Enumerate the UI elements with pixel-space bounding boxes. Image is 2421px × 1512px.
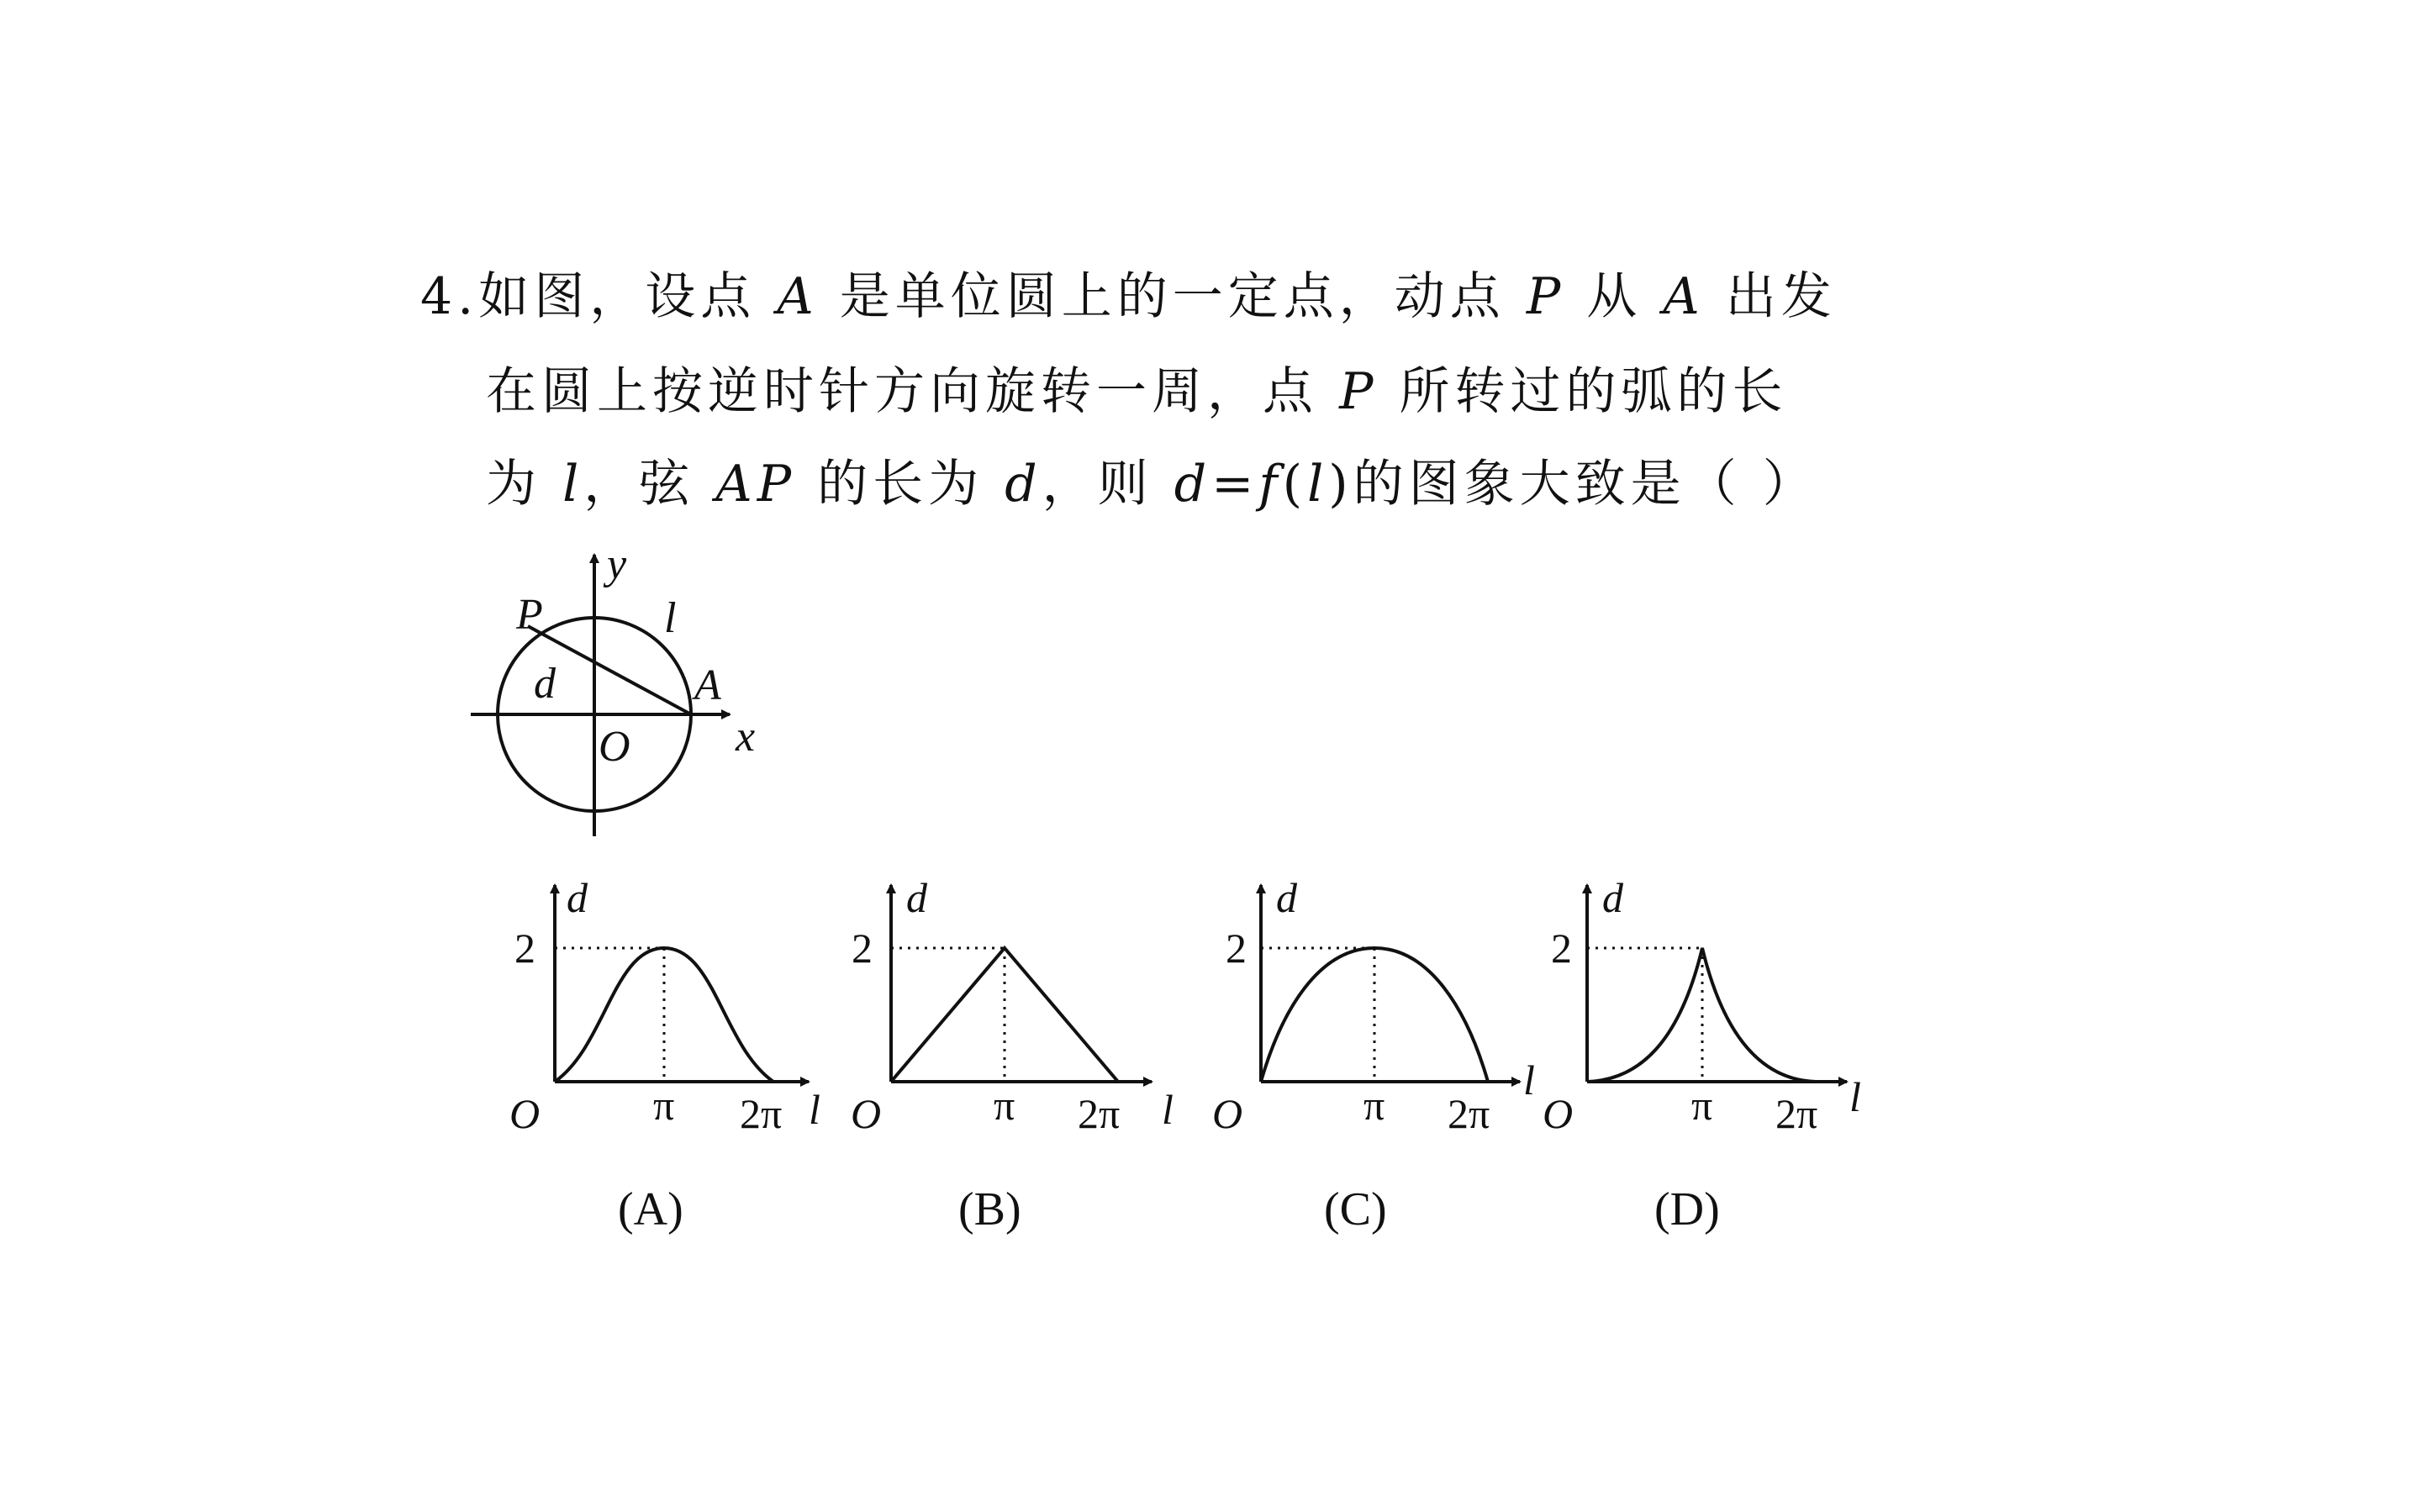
figure-arc-label: l [664, 594, 677, 642]
graph-a-option-label: (A) [618, 1183, 683, 1235]
graph-d-option-label: (D) [1654, 1183, 1720, 1235]
graph-c-y-tick: 2 [1226, 925, 1247, 972]
graph-a-d-label: d [567, 874, 588, 921]
graph-a-origin: O [509, 1090, 541, 1137]
graph-b-pi-tick: π [994, 1082, 1015, 1129]
question-line-2: 在圆上按逆时针方向旋转一周，点 P 所转过的弧的长 [486, 362, 1788, 421]
graph-d-origin: O [1543, 1090, 1574, 1137]
graph-c-pi-tick: π [1363, 1082, 1385, 1129]
graph-b-y-tick: 2 [852, 925, 873, 972]
graph-d-2pi-tick: 2π [1775, 1090, 1818, 1137]
graph-a-pi-tick: π [653, 1082, 675, 1129]
graph-c-origin: O [1212, 1090, 1243, 1137]
graph-d-y-tick: 2 [1551, 925, 1572, 972]
graph-c-l-label: l [1523, 1056, 1535, 1104]
graph-option-c[interactable] [1212, 874, 1535, 1235]
graph-b-curve [891, 948, 1118, 1082]
graph-d-l-label: l [1849, 1073, 1861, 1120]
question-line-1: 4.如图，设点 A 是单位圆上的一定点，动点 P 从 A 出发 [420, 267, 1837, 326]
graph-b-option-label: (B) [958, 1183, 1021, 1235]
graph-b-origin: O [851, 1090, 882, 1137]
graph-c-d-label: d [1276, 874, 1297, 921]
unit-circle-figure [471, 555, 730, 836]
graph-b-l-label: l [1162, 1086, 1174, 1133]
graph-b-2pi-tick: 2π [1078, 1090, 1121, 1137]
graph-d-pi-tick: π [1691, 1082, 1713, 1129]
question-line-3: 为 l，弦 AP 的长为 d，则 d=f(l)的图象大致是（ ） [486, 455, 1818, 514]
graph-a-l-label: l [809, 1086, 820, 1133]
graph-c-2pi-tick: 2π [1448, 1090, 1490, 1137]
graph-d-d-label: d [1602, 874, 1623, 921]
figure-x-label: x [736, 713, 756, 761]
figure-point-p-label: P [516, 591, 543, 639]
graph-option-a[interactable] [509, 874, 820, 1235]
graph-d-curve [1587, 948, 1816, 1082]
figure-origin-label: O [599, 723, 630, 771]
question-number: 4. [420, 267, 479, 326]
figure-y-label: y [607, 540, 627, 588]
graph-option-d[interactable] [1543, 874, 1861, 1235]
graph-c-option-label: (C) [1324, 1183, 1387, 1235]
graph-a-y-tick: 2 [514, 925, 535, 972]
graph-a-2pi-tick: 2π [740, 1090, 783, 1137]
graph-option-b[interactable] [851, 874, 1174, 1235]
graph-c-curve [1261, 948, 1488, 1082]
figure-chord-label: d [534, 660, 556, 708]
figure-point-a-label: A [694, 661, 721, 709]
graph-a-curve [555, 948, 773, 1082]
graph-b-d-label: d [906, 874, 927, 921]
